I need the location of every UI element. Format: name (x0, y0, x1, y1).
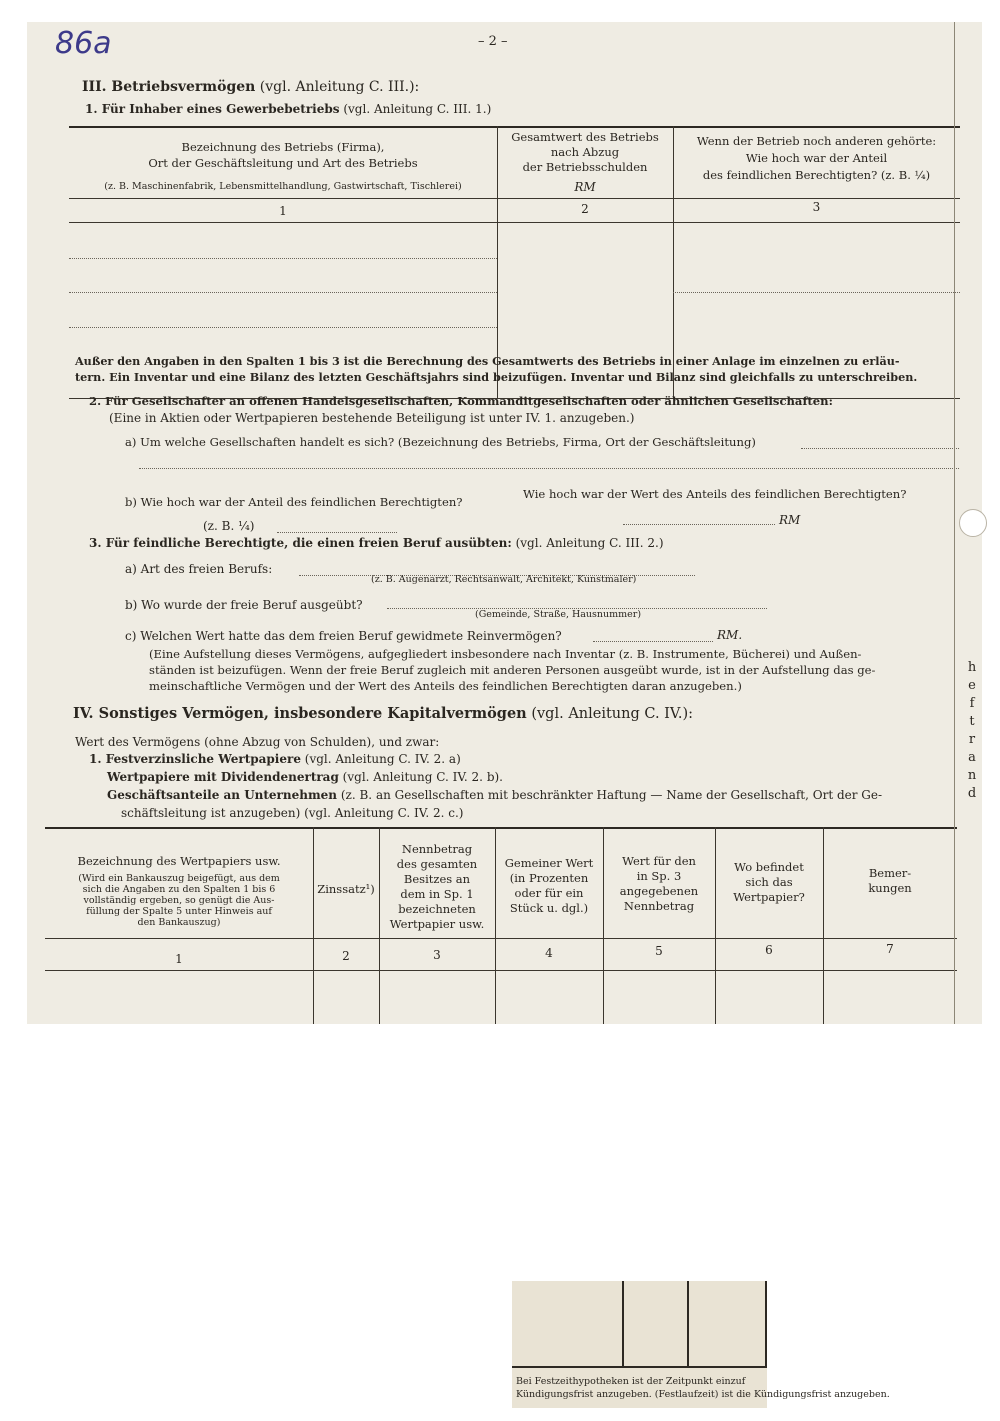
table2-col1-note-4: füllung der Spalte 5 unter Hinweis auf (86, 906, 272, 917)
section-3-item-3b: b) Wo wurde der freie Beruf ausgeübt? (125, 598, 363, 612)
section-3-note-line1: Außer den Angaben in den Spalten 1 bis 3 ist die Berechnung des Gesamtwerts des Betriebs in einer Anlage im einzelnen zu erläu- (75, 354, 900, 368)
form-sheet (27, 22, 982, 1024)
table2-col7-head-2: kungen (868, 881, 912, 895)
form-fragment (512, 1281, 890, 1408)
table2-colnum-1: 1 (175, 952, 183, 966)
section-3-item-3a: a) Art des freien Berufs: (125, 562, 273, 576)
table2-col3-head-2: des gesamten (396, 857, 478, 871)
table1-col3-line3: des feindlichen Berechtigten? (z. B. ¼) (702, 168, 931, 182)
table2-col3-head-6: Wertpapier usw. (389, 917, 485, 931)
item-3b-hint: (Gemeinde, Straße, Hausnummer) (475, 609, 642, 620)
table1-col3-line2: Wie hoch war der Anteil (745, 151, 888, 165)
table1-fill-line[interactable] (69, 292, 497, 293)
table2-col4-head-4: Stück u. dgl.) (509, 901, 589, 915)
section-4-intro: Wert des Vermögens (ohne Abzug von Schulden), und zwar: (75, 735, 440, 749)
table2-divider (715, 827, 716, 1024)
table2-col5-head-1: Wert für den (622, 854, 696, 868)
table1-colnum-3: 3 (812, 200, 821, 214)
table2-col1-head: Bezeichnung des Wertpapiers usw. (77, 854, 281, 868)
table1-col3-line1: Wenn der Betrieb noch anderen gehörte: (696, 134, 937, 148)
fragment-divider (622, 1281, 624, 1366)
item-2a-fill-line-2[interactable] (139, 468, 959, 469)
table2-divider (313, 827, 314, 1024)
table2-col4-head-1: Gemeiner Wert (504, 856, 594, 870)
table2-col6-head-3: Wertpapier? (733, 890, 805, 904)
table2-col3-head-3: Besitzes an (403, 872, 471, 886)
table2-colnum-6: 6 (765, 943, 773, 957)
section-3-item-2b-value-question: Wie hoch war der Wert des Anteils des feindlichen Berechtigten? (523, 487, 907, 501)
section-3-item-1: 1. Für Inhaber eines Gewerbebetriebs (vgl. Anleitung C. III. 1.) (85, 102, 492, 116)
table2-colnum-7: 7 (886, 942, 894, 956)
table2-colnum-5: 5 (655, 944, 663, 958)
section-4-heading: IV. Sonstiges Vermögen, insbesondere Kapitalvermögen (vgl. Anleitung C. IV.): (73, 705, 693, 722)
table1-col2-line3: der Betriebsschulden (522, 160, 648, 174)
item-3a-hint: (z. B. Augenarzt, Rechtsanwalt, Architekt, Kunstmaler) (371, 574, 637, 585)
page-number: – 2 – (478, 34, 508, 49)
table1-col1-line2: Ort der Geschäftsleitung und Art des Betriebs (148, 156, 418, 170)
table2-head-rule (45, 938, 957, 939)
table2-col5-head-2: in Sp. 3 (636, 869, 682, 883)
item-3c-note-line1: (Eine Aufstellung dieses Vermögens, aufgegliedert insbesondere nach Inventar (z. B. Instrumente, Bücherei) und Außen- (149, 647, 862, 661)
table2-col6-head-1: Wo befindet (734, 860, 804, 874)
item-2b-unit: RM (779, 513, 801, 527)
table2-col3-head-4: dem in Sp. 1 (400, 887, 474, 901)
table2-top-rule (45, 827, 957, 829)
section-4-item-1: 1. Festverzinsliche Wertpapiere (vgl. Anleitung C. IV. 2. a) (89, 752, 461, 766)
table1-col2-unit: RM (574, 180, 596, 194)
binding-edge (954, 22, 955, 1024)
margin-letter: t (969, 714, 975, 729)
table1-fill-line[interactable] (69, 327, 497, 328)
section-3-item-3c: c) Welchen Wert hatte das dem freien Beruf gewidmete Reinvermögen? (125, 629, 562, 643)
margin-letter: n (967, 768, 977, 783)
fragment-footnote-line2: Kündigungsfrist anzugeben. (Festlaufzeit) ist die Kündigungsfrist anzugeben. (516, 1389, 890, 1400)
item-2b-share-field[interactable] (277, 532, 397, 533)
item-2b-value-field[interactable] (623, 524, 775, 525)
item-3c-note-line3: meinschaftliche Vermögen und der Wert des Anteils des feindlichen Berechtigten daran anzugeben.) (149, 679, 742, 693)
item-2b-example: (z. B. ¼) (203, 519, 255, 533)
section-4-item-1c-cont: schäftsleitung ist anzugeben) (vgl. Anleitung C. IV. 2. c.) (121, 806, 464, 820)
section-3-item-2a: a) Um welche Gesellschaften handelt es sich? (Bezeichnung des Betriebs, Firma, Ort der Geschäftsleitung) (125, 435, 756, 449)
table2-col3-head-1: Nennbetrag (401, 842, 473, 856)
punch-hole (959, 509, 987, 537)
table1-col1-line1: Bezeichnung des Betriebs (Firma), (181, 140, 385, 154)
section-3-item-2-note: (Eine in Aktien oder Wertpapieren bestehende Beteiligung ist unter IV. 1. anzugeben.) (109, 411, 635, 425)
margin-letter: a (968, 750, 976, 765)
table1-head-rule (69, 198, 960, 199)
table1-top-rule (69, 126, 960, 128)
item-3c-unit: RM. (717, 628, 743, 642)
table2-col6-head-2: sich das (745, 875, 793, 889)
table2-col5-head-3: angegebenen (619, 884, 699, 898)
table1-num-rule (69, 222, 960, 223)
item-3c-note-line2: ständen ist beizufügen. Wenn der freie Beruf zugleich mit anderen Personen ausgeübt wurde, ist in der Aufstellung das ge- (149, 663, 876, 677)
item-3c-field[interactable] (593, 641, 713, 642)
section-3-item-2b: b) Wie hoch war der Anteil des feindlichen Berechtigten? (125, 495, 463, 509)
item-2a-fill-line[interactable] (801, 448, 959, 449)
section-4-item-1c: Geschäftsanteile an Unternehmen (z. B. an Gesellschaften mit beschränkter Haftung — Name der Gesellschaft, Ort der Ge- (107, 788, 883, 802)
fragment-rule (512, 1366, 767, 1368)
table2-divider (823, 827, 824, 1024)
table2-colnum-2: 2 (342, 949, 350, 963)
table2-col2-head: Zinssatz¹) (317, 882, 375, 896)
table2-col5-head-4: Nennbetrag (623, 899, 695, 913)
margin-letter: h (967, 660, 977, 675)
section-3-heading: III. Betriebsvermögen (vgl. Anleitung C. III.): (82, 79, 420, 95)
table2-col1-note-5: den Bankauszug) (137, 917, 221, 928)
archive-stamp: 86a (55, 26, 112, 61)
table1-fill-line[interactable] (673, 292, 960, 293)
table2-col7-head-1: Bemer- (868, 866, 912, 880)
table1-colnum-1: 1 (279, 204, 287, 218)
section-4-item-1b: Wertpapiere mit Dividendenertrag (vgl. Anleitung C. IV. 2. b). (107, 770, 503, 784)
table1-fill-line[interactable] (69, 258, 497, 259)
table2-colnum-3: 3 (433, 948, 441, 962)
fragment-footnote-line1: Bei Festzeithypotheken ist der Zeitpunkt einzuf (516, 1376, 746, 1387)
margin-letter: r (968, 732, 976, 747)
fragment-divider (687, 1281, 689, 1366)
margin-letter: e (968, 678, 976, 693)
section-3-item-2: 2. Für Gesellschafter an offenen Handelsgesellschaften, Kommanditgesellschaften oder ähnlichen Gesellschaften: (89, 394, 833, 408)
table2-col1-note-2: sich die Angaben zu den Spalten 1 bis 6 (82, 884, 276, 895)
table2-col4-head-3: oder für ein (514, 886, 584, 900)
table2-col4-head-2: (in Prozenten (509, 871, 589, 885)
margin-letter: f (969, 696, 975, 711)
margin-letter: d (967, 786, 977, 801)
section-3-note-line2: tern. Ein Inventar und eine Bilanz des letzten Geschäftsjahrs sind beizufügen. Inventar und Bilanz sind gleichfalls zu unterschreiben. (75, 370, 918, 384)
table1-col2-line2: nach Abzug (550, 145, 620, 159)
table2-colnum-4: 4 (545, 946, 553, 960)
table1-col1-example: (z. B. Maschinenfabrik, Lebensmittelhandlung, Gastwirtschaft, Tischlerei) (104, 181, 462, 192)
table1-colnum-2: 2 (581, 202, 589, 216)
table1-col2-line1: Gesamtwert des Betriebs (511, 130, 659, 144)
section-3-item-3: 3. Für feindliche Berechtigte, die einen freien Beruf ausübten: (vgl. Anleitung C. III. 2.) (89, 536, 664, 550)
table2-col1-note-3: vollständig ergeben, so genügt die Aus- (83, 895, 275, 906)
fragment-divider (765, 1281, 767, 1366)
table2-num-rule (45, 970, 957, 971)
table2-col3-head-5: bezeichneten (398, 902, 476, 916)
table2-col1-note-1: (Wird ein Bankauszug beigefügt, aus dem (78, 873, 280, 884)
